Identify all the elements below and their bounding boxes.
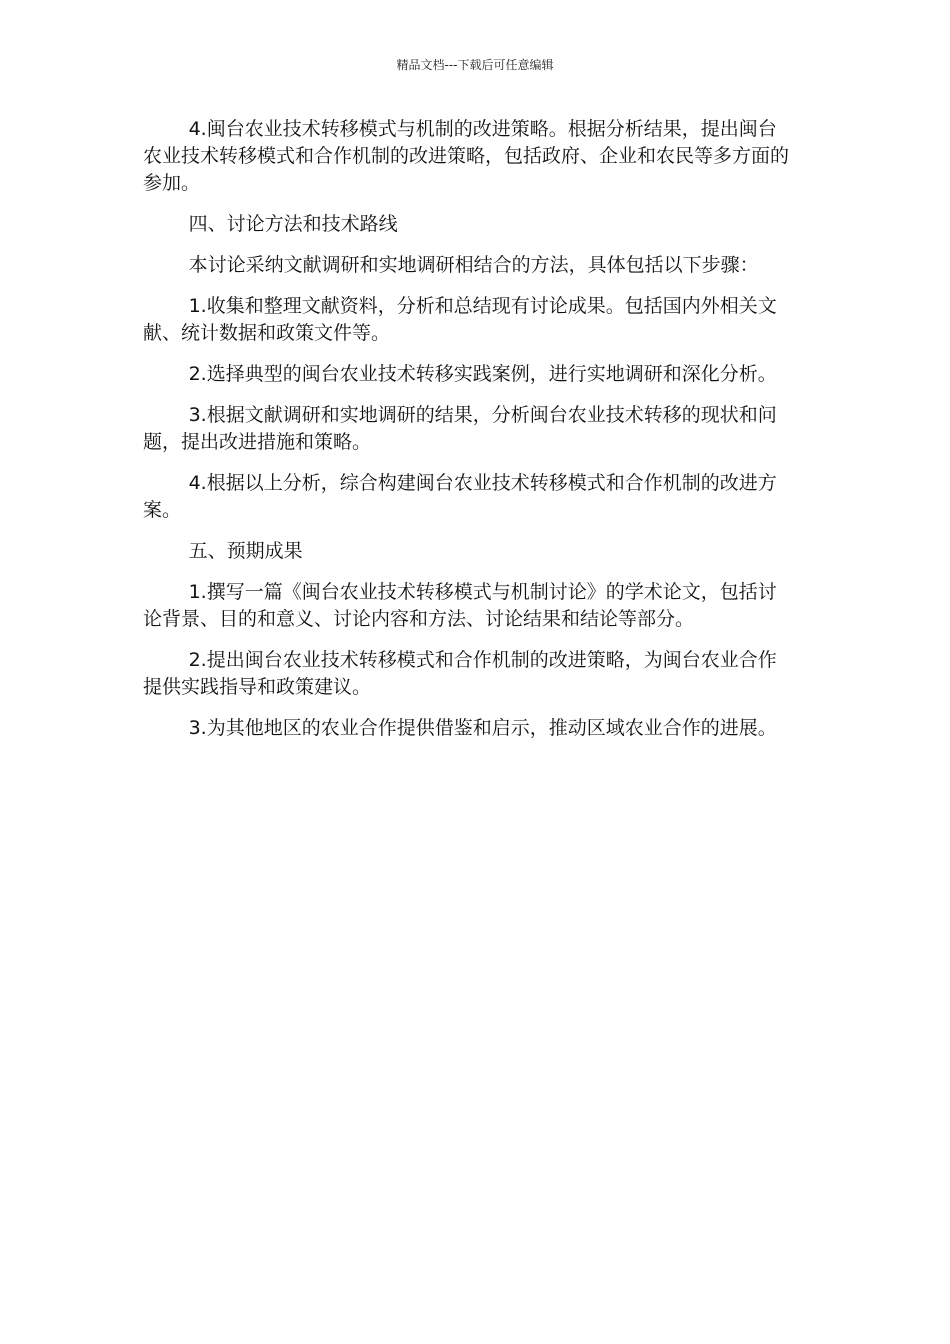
paragraph-step-4: 4.根据以上分析，综合构建闽台农业技术转移模式和合作机制的改进方案。 — [143, 472, 777, 521]
paragraph-step-1: 1.收集和整理文献资料，分析和总结现有讨论成果。包括国内外相关文献、统计数据和政策文件等。 — [143, 295, 777, 344]
document-body — [143, 116, 793, 756]
section-heading-expected-results: 五、预期成果 — [188, 540, 303, 562]
paragraph-step-2: 2.选择典型的闽台农业技术转移实践案例，进行实地调研和深化分析。 — [188, 363, 777, 385]
paragraph-methods-intro: 本讨论采纳文献调研和实地调研相结合的方法，具体包括以下步骤： — [188, 254, 759, 276]
paragraph-result-3: 3.为其他地区的农业合作提供借鉴和启示，推动区域农业合作的进展。 — [188, 717, 777, 739]
paragraph-improvement-strategy: 4.闽台农业技术转移模式与机制的改进策略。根据分析结果，提出闽台农业技术转移模式和合作机制的改进策略，包括政府、企业和农民等多方面的参加。 — [143, 118, 790, 194]
section-heading-methods: 四、讨论方法和技术路线 — [188, 213, 398, 235]
paragraph-step-3: 3.根据文献调研和实地调研的结果，分析闽台农业技术转移的现状和问题，提出改进措施和策略。 — [143, 404, 777, 453]
paragraph-result-1: 1.撰写一篇《闽台农业技术转移模式与机制讨论》的学术论文，包括讨论背景、目的和意义、讨论内容和方法、讨论结果和结论等部分。 — [143, 581, 777, 630]
page-header: 精品文档---下载后可任意编辑 — [396, 58, 554, 72]
paragraph-result-2: 2.提出闽台农业技术转移模式和合作机制的改进策略，为闽台农业合作提供实践指导和政策建议。 — [143, 649, 777, 698]
